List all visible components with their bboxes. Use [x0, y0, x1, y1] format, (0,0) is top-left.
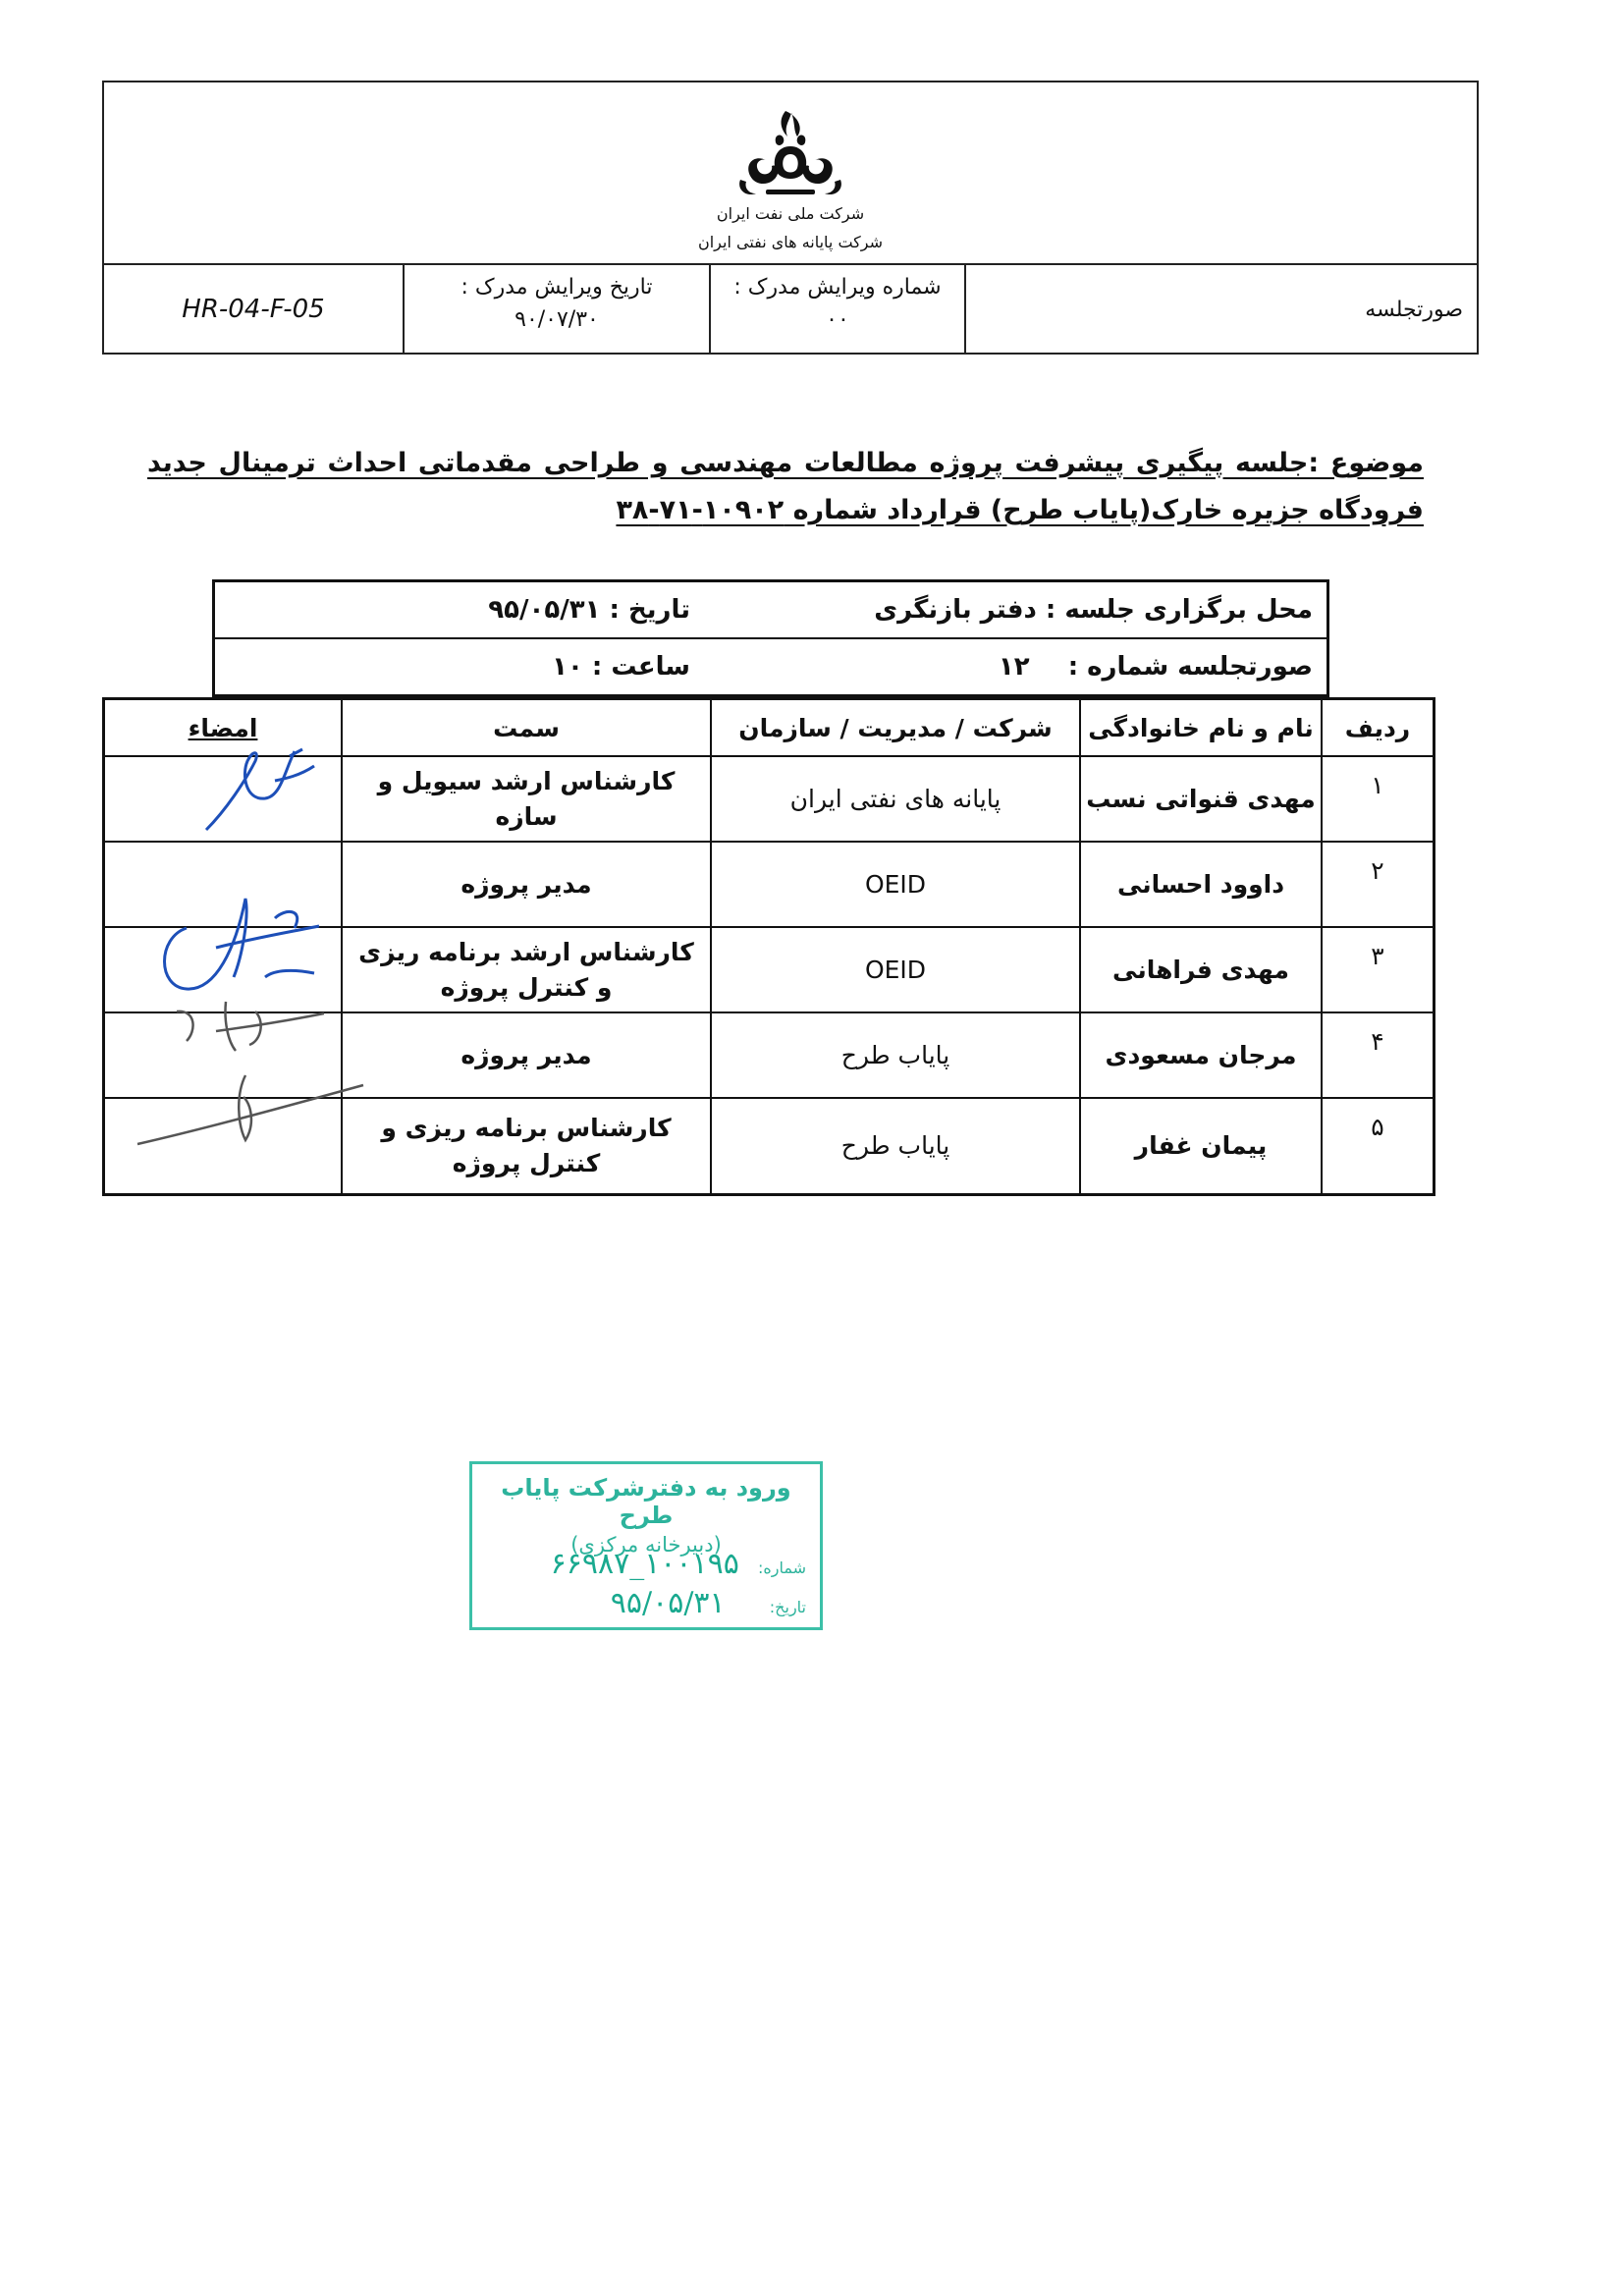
revision-date-cell [403, 265, 709, 355]
col-header-org: شرکت / مدیریت / سازمان [711, 699, 1080, 757]
col-header-index: ردیف [1322, 699, 1435, 757]
row-org: پایانه های نفتی ایران [711, 756, 1080, 842]
subsidiary-name: شرکت پایانه های نفتی ایران [697, 233, 884, 251]
row-org: پایاب طرح [711, 1012, 1080, 1098]
row-index: ۲ [1322, 842, 1435, 927]
stamp-date-label: تاریخ: [769, 1598, 806, 1616]
row-role: مدیر پروژه [342, 1012, 711, 1098]
row-org: OEID [711, 842, 1080, 927]
nioc-logo-icon [727, 103, 854, 206]
doc-type: صورتجلسه [1365, 298, 1463, 322]
header-meta-row [104, 265, 1477, 355]
signature-4-icon [167, 992, 334, 1061]
subject-text: موضوع :جلسه پیگیری پیشرفت پروژه مطالعات مهندسی و طراحی مقدماتی احداث ترمینال جدید فرودگاه جزیره خارک(پایاب طرح) قرارداد شماره ۱۰۹۰۲-۷۱-۳۸ [147, 448, 1424, 525]
revision-number-label: شماره ویرایش مدرک : [733, 275, 942, 300]
meeting-info-row-1 [214, 581, 1328, 639]
revision-number-cell [709, 265, 964, 355]
row-index: ۳ [1322, 927, 1435, 1012]
stamp-number-label: شماره: [757, 1558, 806, 1577]
row-name: داوود احسانی [1080, 842, 1322, 927]
entry-stamp [469, 1461, 823, 1630]
doc-code-cell [104, 265, 403, 355]
row-role: مدیر پروژه [342, 842, 711, 927]
stamp-number-value: ۱۰۰۱۹۵_۶۶۹۸۷ [550, 1547, 739, 1581]
minutes-number-label: صورتجلسه شماره : [1067, 652, 1313, 682]
doc-type-cell [964, 265, 1477, 355]
stamp-line-2: (دبیرخانه مرکزی) [570, 1533, 722, 1557]
row-index: ۱ [1322, 756, 1435, 842]
row-role: کارشناس ارشد برنامه ریزی و کنترل پروژه [342, 927, 711, 1012]
row-org: OEID [711, 927, 1080, 1012]
meeting-subject [147, 440, 1424, 534]
signature-1-icon [187, 722, 334, 840]
stamp-line-1: ورود به دفترشرکت پایاب طرح [501, 1474, 791, 1529]
row-role: کارشناس ارشد سیویل و سازه [342, 756, 711, 842]
stamp-date-value: ۹۵/۰۵/۳۱ [610, 1586, 726, 1620]
row-index: ۵ [1322, 1098, 1435, 1194]
col-header-signature-label: امضاء [188, 713, 258, 742]
meeting-info-row-2 [214, 638, 1328, 696]
signature-5-icon [128, 1056, 373, 1154]
meeting-location: محل برگزاری جلسه : دفتر بازنگری [704, 581, 1328, 639]
row-org: پایاب طرح [711, 1098, 1080, 1194]
row-name: مهدی فراهانی [1080, 927, 1322, 1012]
row-index: ۴ [1322, 1012, 1435, 1098]
company-name: شرکت ملی نفت ایران [716, 204, 865, 223]
row-name: مرجان مسعودی [1080, 1012, 1322, 1098]
row-name: مهدی قنواتی نسب [1080, 756, 1322, 842]
stamp-date-row [611, 1586, 806, 1620]
minutes-number-cell [704, 638, 1328, 696]
revision-date-label: تاریخ ویرایش مدرک : [460, 275, 653, 300]
col-header-role: سمت [342, 699, 711, 757]
row-name: پیمان غفار [1080, 1098, 1322, 1194]
col-header-name: نام و نام خانوادگی [1080, 699, 1322, 757]
meeting-time: ساعت : ۱۰ [214, 638, 705, 696]
stamp-number-row [551, 1547, 806, 1581]
row-role: کارشناس برنامه ریزی و کنترل پروژه [342, 1098, 711, 1194]
meeting-date: تاریخ : ۹۵/۰۵/۳۱ [214, 581, 705, 639]
signature-3-icon [147, 879, 344, 1007]
revision-number-value: ۰۰ [826, 307, 849, 332]
revision-date-value: ۹۰/۰۷/۳۰ [514, 307, 599, 332]
doc-code: HR-04-F-05 [182, 295, 325, 324]
minutes-number: ۱۲ [998, 652, 1030, 682]
meeting-info-table [212, 579, 1329, 697]
